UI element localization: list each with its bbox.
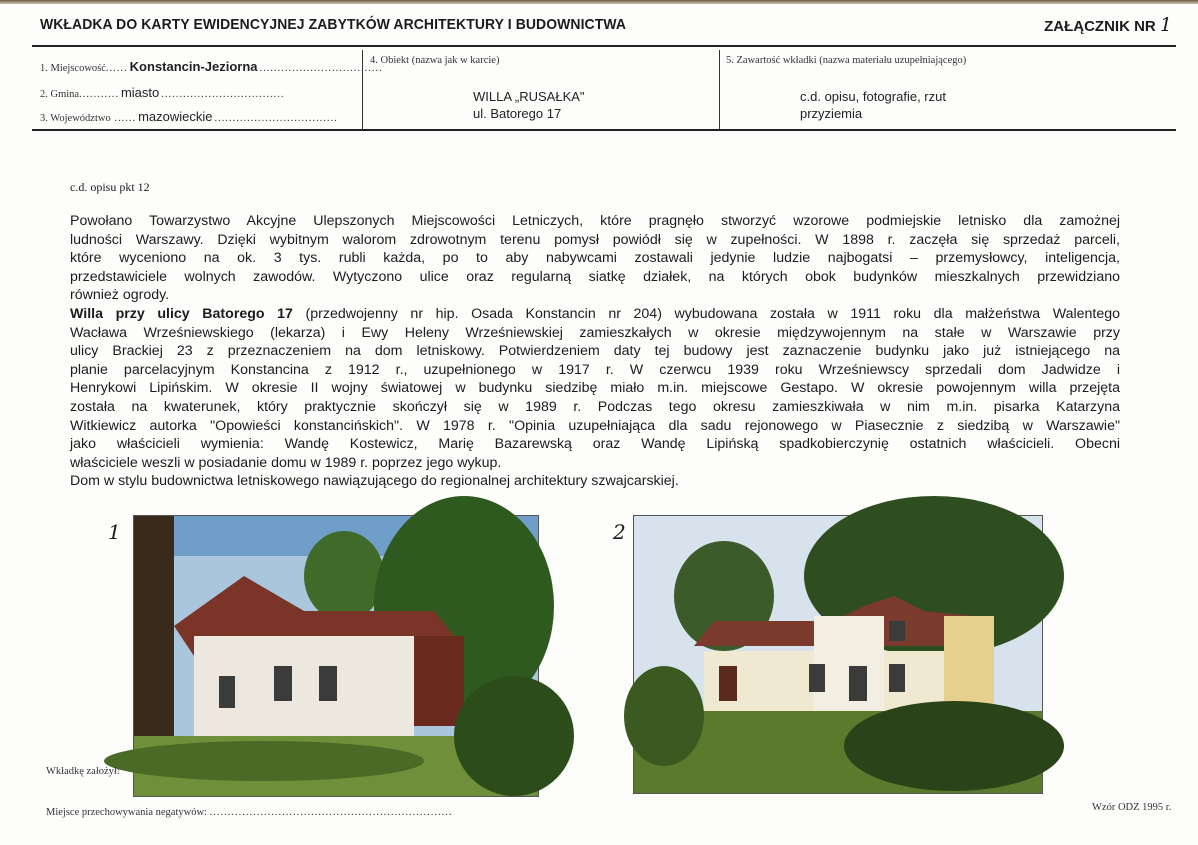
form-version: Wzór ODZ 1995 r. (1092, 802, 1172, 813)
object-address: ul. Batorego 17 (473, 106, 562, 121)
text-line-content: Wacława Wrześniewskiego (lekarza) i Ewy Heleny Wrześniewskiej zamieszkałych w okresie międzywojennym na stałe w Warszawie przy (70, 324, 1120, 341)
text-line-content: została na kwaterunek, który praktycznie skończył się w 1989 r. Podczas tego okresu zamieszkiwała w nim m.in. pisarka Katarzyna (70, 398, 1120, 415)
voivodeship-label: 3. Województwo (40, 113, 111, 124)
text-line-content: Powołano Towarzystwo Akcyjne Ulepszonych Miejscowości Letniczych, które pragnęło stworzyć wzorowe podmiejskie letnisko dla zamożnej (70, 213, 1120, 229)
text-line (70, 305, 1120, 324)
text-line (70, 268, 1120, 287)
section-label: c.d. opisu pkt 12 (70, 180, 150, 194)
bold-lead: Willa przy ulicy Batorego 17 (70, 305, 293, 322)
text-line (70, 472, 1120, 491)
created-by-dots: .... (541, 766, 556, 777)
text-line-content: planie parcelacyjnym Konstancina z 1912 r., uzupełnionego w 1917 r. W czerwcu 1939 roku Wrześniewscy sprzedali dom Jadwidze i (70, 361, 1120, 378)
text-line (70, 454, 1120, 473)
photo-number: 1 (108, 520, 121, 544)
text-line (70, 249, 1120, 268)
locality-label: 1. Miejscowość (40, 63, 106, 74)
voivodeship-field: 3. Województwo ...... mazowieckie .................................. (40, 109, 338, 124)
annex-label (1044, 14, 1172, 36)
document-title: WKŁADKA DO KARTY EWIDENCYJNEJ ZABYTKÓW ARCHITEKTURY I BUDOWNICTWA (40, 16, 627, 33)
text-line-content: przedstawiciele wolnych zawodów. Wytyczono ulice oraz regularną siatkę działek, na których obok budynków mieszkalnych przewidziano (70, 268, 1120, 285)
text-line (70, 379, 1120, 398)
text-line-content: ludności Warszawy. Dzięki wybitnym walorom zdrowotnym terenu pomysł powiódł się w zupełności. W 1898 r. zaczęła się sprzedaż parceli, (70, 231, 1120, 248)
negatives-field: Miejsce przechowywania negatywów: ................................................................... (46, 807, 453, 818)
text-line (70, 417, 1120, 436)
photo-villa-side (633, 515, 1043, 794)
object-label: 4. Obiekt (nazwa jak w karcie) (370, 55, 500, 66)
text-line-content: (przedwojenny nr hip. Osada Konstancin nr 204) wybudowana została w 1911 roku dla małżeństwa Walentego (292, 305, 1120, 322)
created-by-label: Wkładkę założył: (46, 766, 120, 777)
commune-field: 2. Gmina........... miasto .................................. (40, 85, 285, 100)
locality-field: 1. Miejscowość...... Konstancin-Jeziorna .................................. (40, 59, 383, 74)
description-text (70, 212, 1120, 491)
text-line-content: Witkiewicz autorka "Opowieści konstancińskich". W 1978 r. "Opinia uzupełniająca dla sadu rejonowego w Piasecznie z siedzibą w Warszawie" (70, 417, 1120, 434)
photo-number: 2 (613, 520, 626, 544)
divider (719, 50, 720, 130)
text-line (70, 361, 1120, 380)
object-name: WILLA „RUSAŁKA" (473, 89, 585, 104)
text-line (70, 398, 1120, 417)
text-line-content: które wyceniono na ok. 3 tys. rubli każda, po to aby nabywcami zostawali jedynie ludzie najbogatsi – przemysłowcy, inteligencja, (70, 250, 1120, 267)
contents-label: 5. Zawartość wkładki (nazwa materiału uzupełniającego) (726, 55, 967, 66)
photo-villa-front (133, 515, 539, 797)
text-line-content: właściciele weszli w posiadanie domu w 1989 r. poprzez jego wykup. (70, 454, 502, 471)
text-line (70, 286, 1120, 305)
text-line (70, 231, 1120, 250)
contents-line: c.d. opisu, fotografie, rzut (800, 89, 946, 104)
text-line (70, 435, 1120, 454)
commune-label: 2. Gmina (40, 89, 80, 100)
locality-value: Konstancin-Jeziorna (129, 59, 258, 74)
divider (362, 50, 363, 130)
divider (32, 45, 1176, 47)
text-line-content: Dom w stylu budownictwa letniskowego nawiązującego do regionalnej architektury szwajcarskiej. (70, 473, 679, 490)
contents-line: przyziemia (800, 106, 863, 121)
text-line-content: ulicy Brackiej 23 z przeznaczeniem na dom letniskowy. Potwierdzeniem daty tej budowy jest zaznaczenie budynku jako już istniejącego na (70, 343, 1120, 360)
photo-image (634, 516, 1042, 793)
photo-image (134, 516, 538, 796)
scan-edge (0, 0, 1198, 4)
negatives-label: Miejsce przechowywania negatywów: (46, 807, 207, 818)
voivodeship-value: mazowieckie (138, 109, 213, 124)
divider (32, 129, 1176, 131)
annex-number: 1 (1159, 14, 1172, 36)
created-by-field (46, 766, 120, 777)
text-line (70, 342, 1120, 361)
annex-label-text: ZAŁĄCZNIK NR (1044, 18, 1156, 35)
text-line-content: Henrykowi Lipińskim. W okresie II wojny światowej w budynku siedzibę miało m.in. miejscowe Gestapo. W okresie powojennym willa przejęta (70, 380, 1120, 397)
text-line-content: również ogrody. (70, 287, 170, 304)
commune-value: miasto (120, 85, 160, 100)
text-line-content: jako właścicieli wymienia: Wandę Kostewicz, Marię Bazarewską oraz Wandę Lipińską spadkobierczynię ostatnich właścicieli. Obecni (70, 436, 1120, 453)
text-line (70, 212, 1120, 231)
text-line (70, 324, 1120, 343)
